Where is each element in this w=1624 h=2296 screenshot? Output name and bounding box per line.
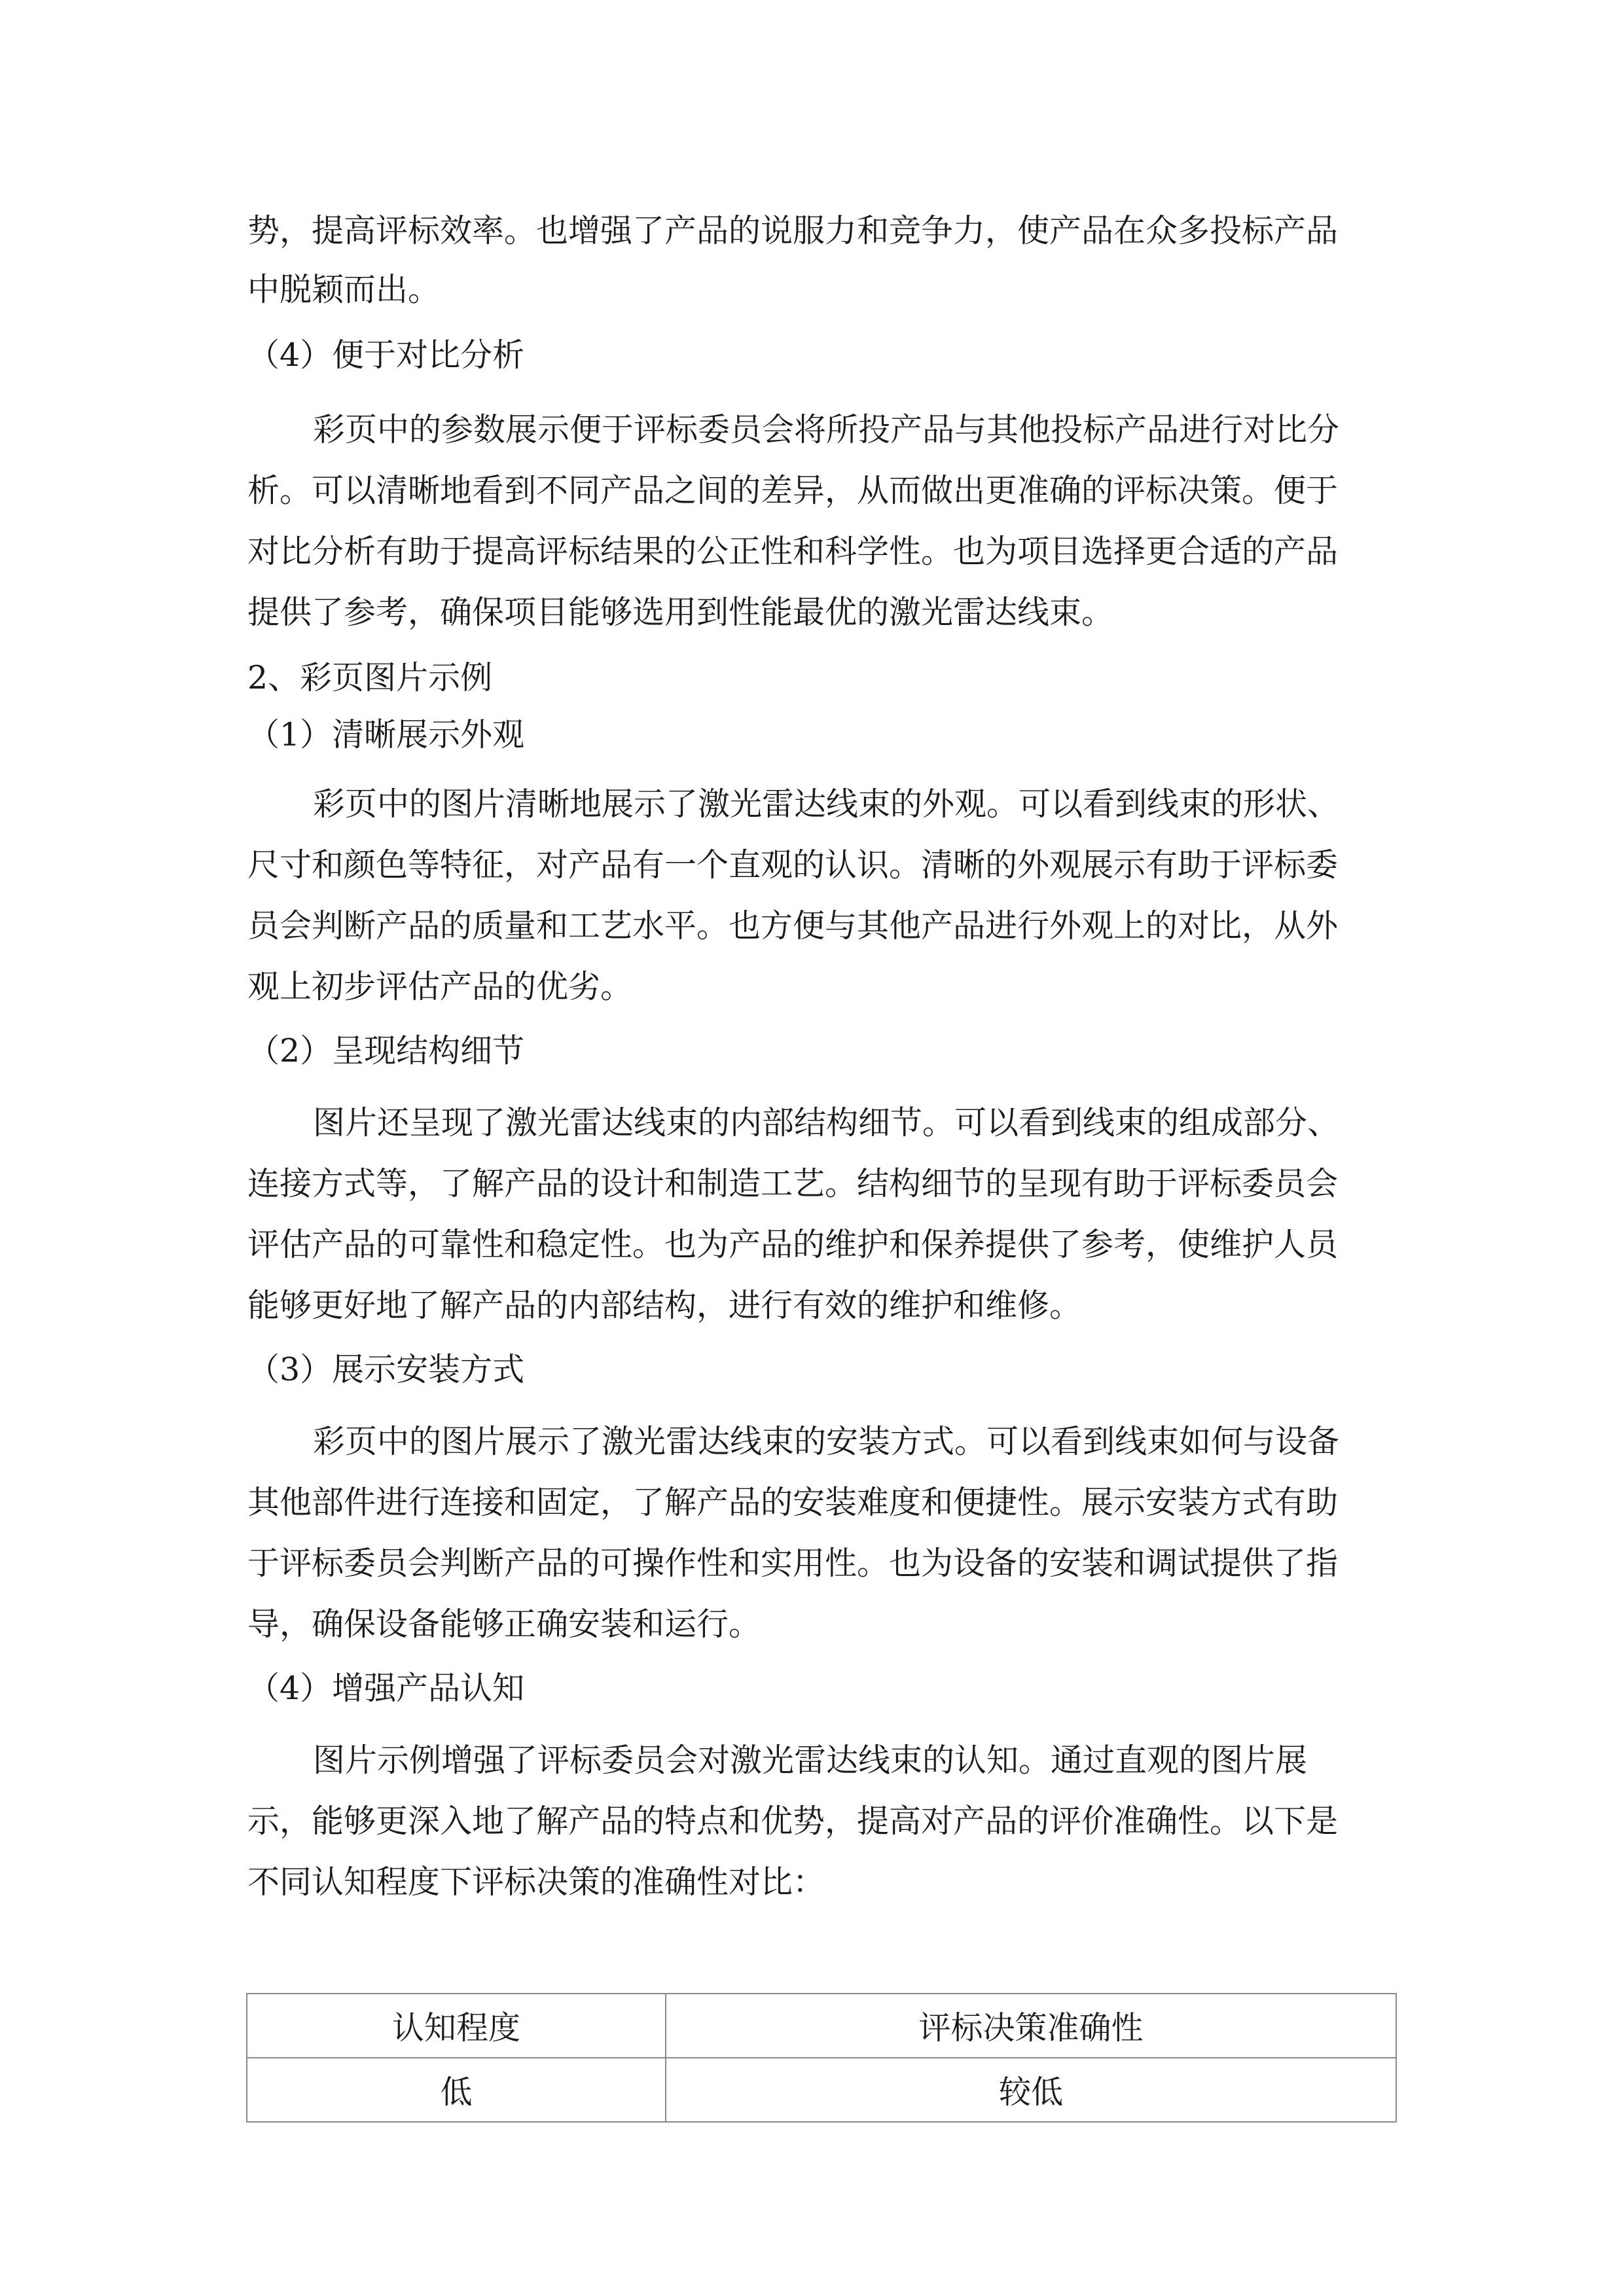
paragraph-line: 中脱颖而出。 bbox=[247, 271, 441, 308]
table-header-cell: 认知程度 bbox=[247, 1994, 666, 2058]
paragraph-line: 势，提高评标效率。也增强了产品的说服力和竞争力，使产品在众多投标产品 bbox=[247, 212, 1339, 249]
paragraph-line: 提供了参考，确保项目能够选用到性能最优的激光雷达线束。 bbox=[247, 594, 1114, 631]
paragraph-line: 连接方式等，了解产品的设计和制造工艺。结构细节的呈现有助于评标委员会 bbox=[247, 1165, 1339, 1202]
paragraph-line: 尺寸和颜色等特征，对产品有一个直观的认识。清晰的外观展示有助于评标委 bbox=[247, 846, 1339, 884]
subheading-compare: （4）便于对比分析 bbox=[247, 336, 525, 374]
paragraph-line: 示，能够更深入地了解产品的特点和优势，提高对产品的评价准确性。以下是 bbox=[247, 1803, 1339, 1840]
paragraph-line: 员会判断产品的质量和工艺水平。也方便与其他产品进行外观上的对比，从外 bbox=[247, 907, 1339, 944]
table-cell: 低 bbox=[247, 2058, 666, 2122]
table-header-row bbox=[247, 1994, 1396, 2058]
paragraph-line: 能够更好地了解产品的内部结构，进行有效的维护和维修。 bbox=[247, 1287, 1082, 1324]
paragraph-line: 图片还呈现了激光雷达线束的内部结构细节。可以看到线束的组成部分、 bbox=[313, 1104, 1340, 1141]
paragraph-line: 彩页中的参数展示便于评标委员会将所投产品与其他投标产品进行对比分 bbox=[313, 411, 1340, 448]
paragraph-line: 观上初步评估产品的优劣。 bbox=[247, 968, 633, 1005]
paragraph-line: 图片示例增强了评标委员会对激光雷达线束的认知。通过直观的图片展 bbox=[313, 1742, 1308, 1779]
subheading-cognition: （4）增强产品认知 bbox=[247, 1670, 525, 1707]
paragraph-line: 析。可以清晰地看到不同产品之间的差异，从而做出更准确的评标决策。便于 bbox=[247, 472, 1339, 509]
table-row bbox=[247, 2058, 1396, 2122]
paragraph-line: 不同认知程度下评标决策的准确性对比： bbox=[247, 1863, 825, 1901]
subheading-installation: （3）展示安装方式 bbox=[247, 1351, 525, 1388]
paragraph-line: 彩页中的图片展示了激光雷达线束的安装方式。可以看到线束如何与设备 bbox=[313, 1423, 1340, 1460]
paragraph-line: 彩页中的图片清晰地展示了激光雷达线束的外观。可以看到线束的形状、 bbox=[313, 785, 1340, 823]
paragraph-line: 评估产品的可靠性和稳定性。也为产品的维护和保养提供了参考，使维护人员 bbox=[247, 1226, 1339, 1263]
accuracy-comparison-table bbox=[246, 1993, 1397, 2123]
paragraph-line: 导，确保设备能够正确安装和运行。 bbox=[247, 1605, 761, 1643]
paragraph-line: 对比分析有助于提高评标结果的公正性和科学性。也为项目选择更合适的产品 bbox=[247, 533, 1339, 570]
subheading-structure: （2）呈现结构细节 bbox=[247, 1032, 525, 1069]
subheading-appearance: （1）清晰展示外观 bbox=[247, 716, 525, 753]
section-heading: 2、彩页图片示例 bbox=[247, 659, 493, 696]
paragraph-line: 于评标委员会判断产品的可操作性和实用性。也为设备的安装和调试提供了指 bbox=[247, 1545, 1339, 1582]
paragraph-line: 其他部件进行连接和固定，了解产品的安装难度和便捷性。展示安装方式有助 bbox=[247, 1484, 1339, 1521]
table-cell: 较低 bbox=[666, 2058, 1396, 2122]
table-header-cell: 评标决策准确性 bbox=[666, 1994, 1396, 2058]
